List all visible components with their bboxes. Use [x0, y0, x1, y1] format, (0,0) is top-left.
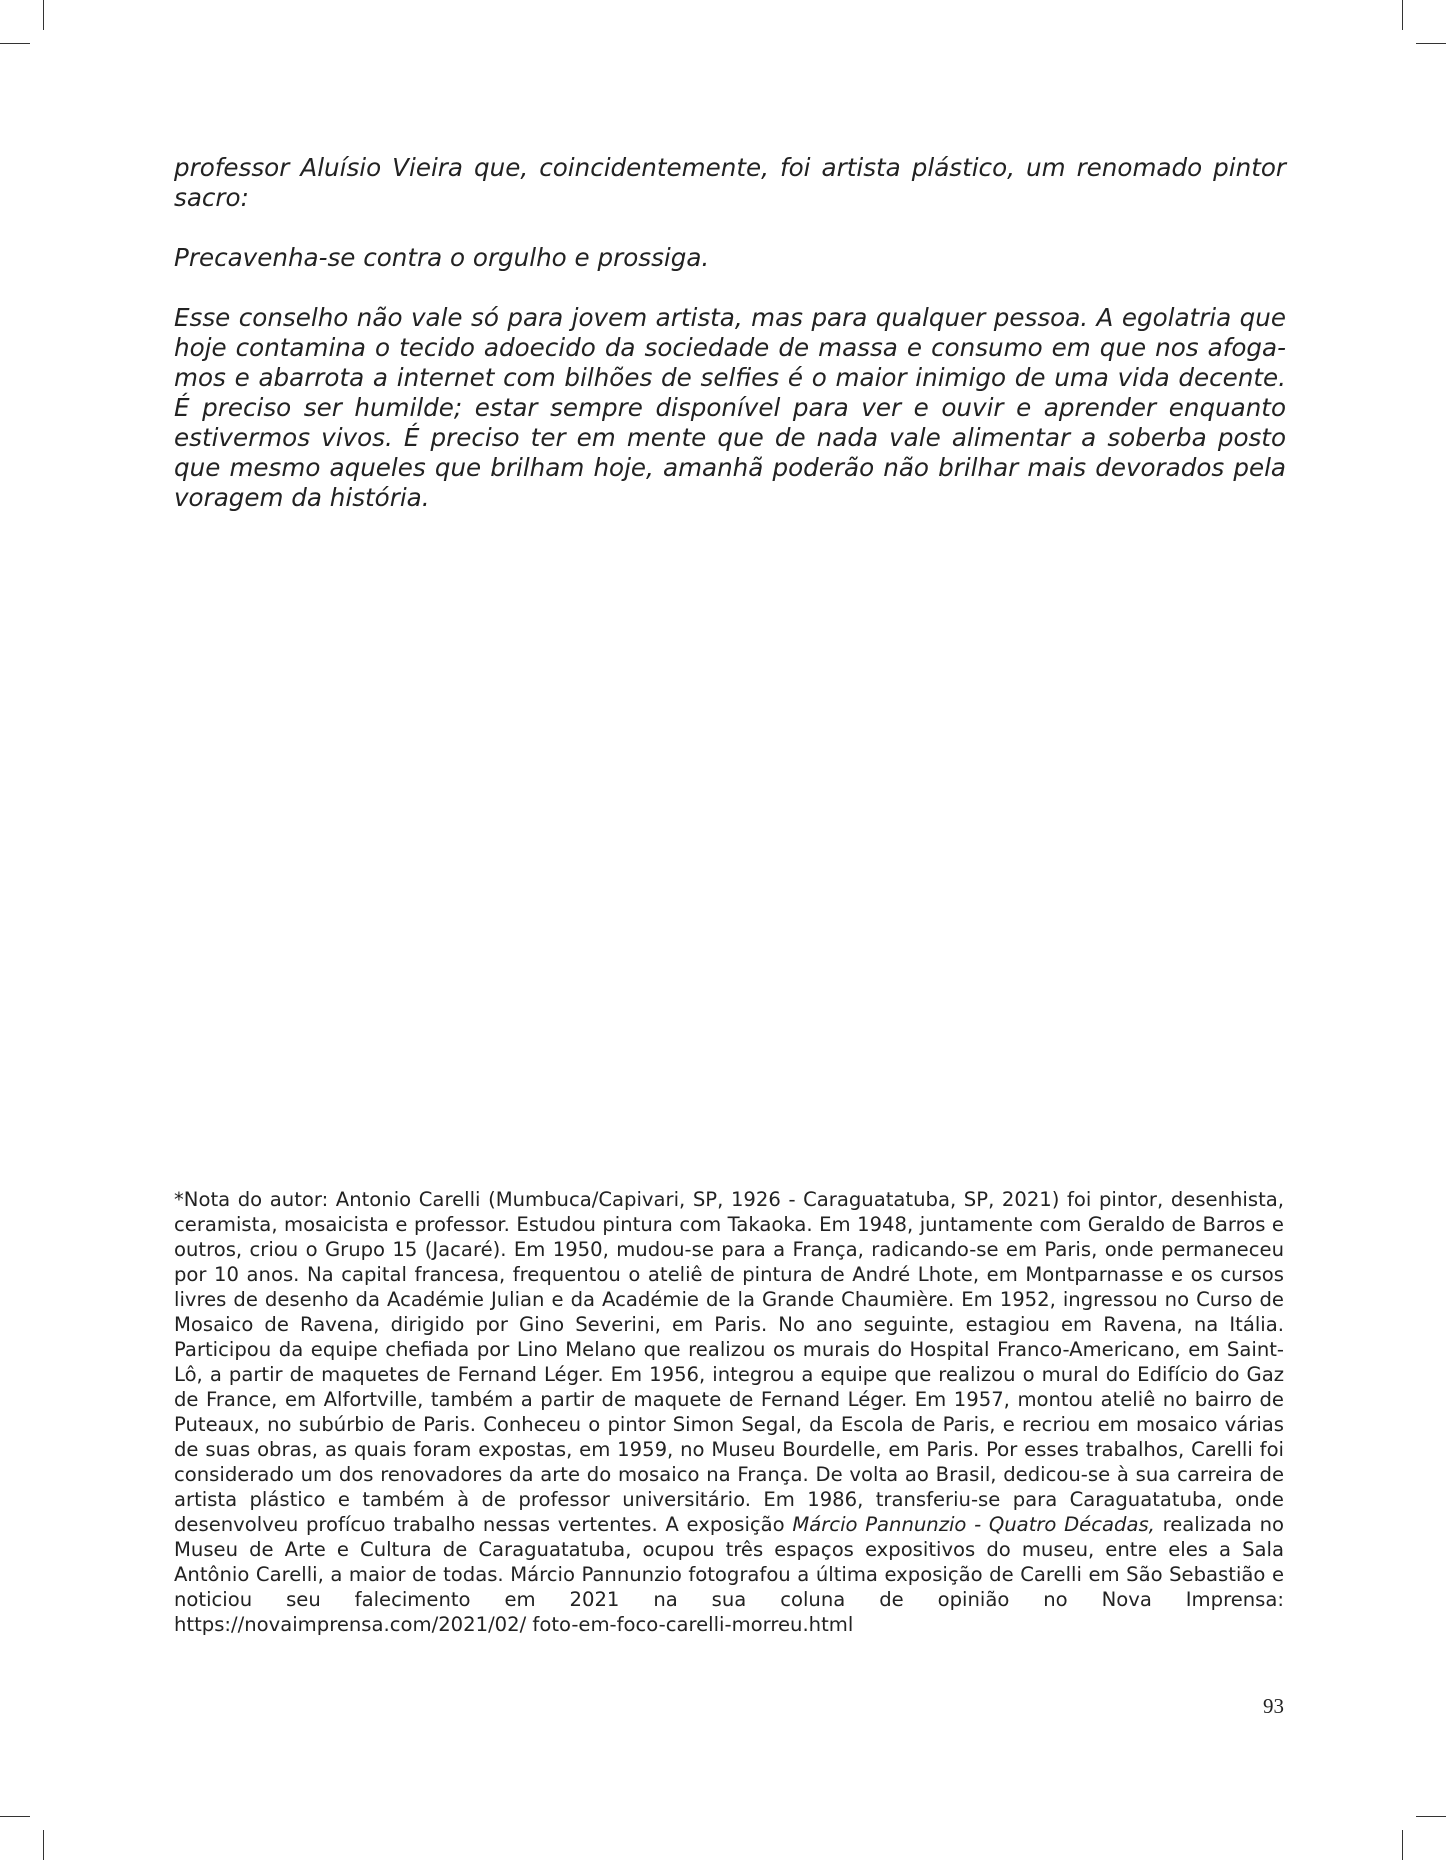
exhibition-title: Márcio Pannunzio - Quatro Décadas, — [792, 1513, 1155, 1536]
crop-mark-bottom-right-vertical — [1402, 1830, 1403, 1860]
crop-mark-top-right-vertical — [1402, 0, 1403, 30]
paragraph-intro: professor Aluísio Vieira que, coincidentemente, foi artista plástico, um renomado pintor sacro: — [174, 153, 1286, 212]
crop-mark-bottom-left-vertical — [43, 1830, 44, 1860]
page-number: 93 — [1263, 1694, 1284, 1718]
crop-mark-bottom-left-horizontal — [0, 1816, 30, 1817]
crop-mark-bottom-right-horizontal — [1416, 1816, 1446, 1817]
main-text — [174, 153, 1286, 543]
crop-mark-top-left-vertical — [43, 0, 44, 30]
footnote-text-end: realizada no Museu de Arte e Cultura de Caraguatatuba, ocupou três espaços expositivos do museu, entre eles a Sala Antônio Carelli, a maior de todas. Márcio Pannunzio fotografou a última exposição de Carelli em São Sebastião e noticiou seu falecimento em 2021 na sua coluna de opinião no Nova Imprensa: https://novaimprensa.com/2021/02/ foto-em-foco-carelli-morreu.html — [174, 1513, 1284, 1636]
footnote-text-start: *Nota do autor: Antonio Carelli (Mumbuca/Capivari, SP, 1926 - Caraguatatuba, SP, 2021) foi pintor, desenhista, ceramista, mosaicista e professor. Estudou pintura com Takaoka. Em 1948, juntamente com Geraldo de Barros e outros, criou o Grupo 15 (Jacaré). Em 1950, mudou-se para a França, radicando-se em Paris, onde permaneceu por 10 anos. Na capital francesa, frequentou o ateliê de pintura de André Lhote, em Montparnasse e os cursos livres de desenho da Académie Julian e da Académie de la Grande Chaumière. Em 1952, ingressou no Curso de Mosaico de Ravena, dirigido por Gino Severini, em Paris. No ano seguinte, estagiou em Ravena, na Itália. Participou da equipe chefiada por Lino Melano que realizou os murais do Hospital Franco-Americano, em Saint-Lô, a partir de maquetes de Fernand Léger. Em 1956, integrou a equipe que realizou o mural do Edifício do Gaz de France, em Alfortville, também a partir de maquete de Fernand Léger. Em 1957, montou ateliê no bairro de Puteaux, no subúrbio de Paris. Conheceu o pintor Simon Segal, da Escola de Paris, e recriou em mosaico várias de suas obras, as quais foram expostas, em 1959, no Museu Bourdelle, em Paris. Por esses trabalhos, Carelli foi considerado um dos renovadores da arte do mosaico na França. De volta ao Brasil, dedicou-se à sua carreira de artista plástico e também à de professor universitário. Em 1986, transferiu-se para Caraguatatuba, onde desenvolveu profícuo trabalho nessas vertentes. A exposição — [174, 1188, 1284, 1536]
crop-mark-top-left-horizontal — [0, 43, 30, 44]
paragraph-quote: Precavenha-se contra o orgulho e prossiga. — [174, 243, 710, 272]
author-footnote — [174, 1187, 1284, 1637]
paragraph-reflection: Esse conselho não vale só para jovem artista, mas para qualquer pessoa. A egolatria que hoje contamina o tecido adoecido da sociedade de massa e consumo em que nos afogamos e abarrota a internet com bilhões de selfies é o maior inimigo de uma vida decente. É preciso ser humilde; estar sempre disponível para ver e ouvir e aprender enquanto estivermos vivos. É preciso ter em mente que de nada vale alimentar a soberba posto que mesmo aqueles que brilham hoje, amanhã poderão não brilhar mais devorados pela voragem da história. — [174, 303, 1286, 512]
crop-mark-top-right-horizontal — [1416, 43, 1446, 44]
